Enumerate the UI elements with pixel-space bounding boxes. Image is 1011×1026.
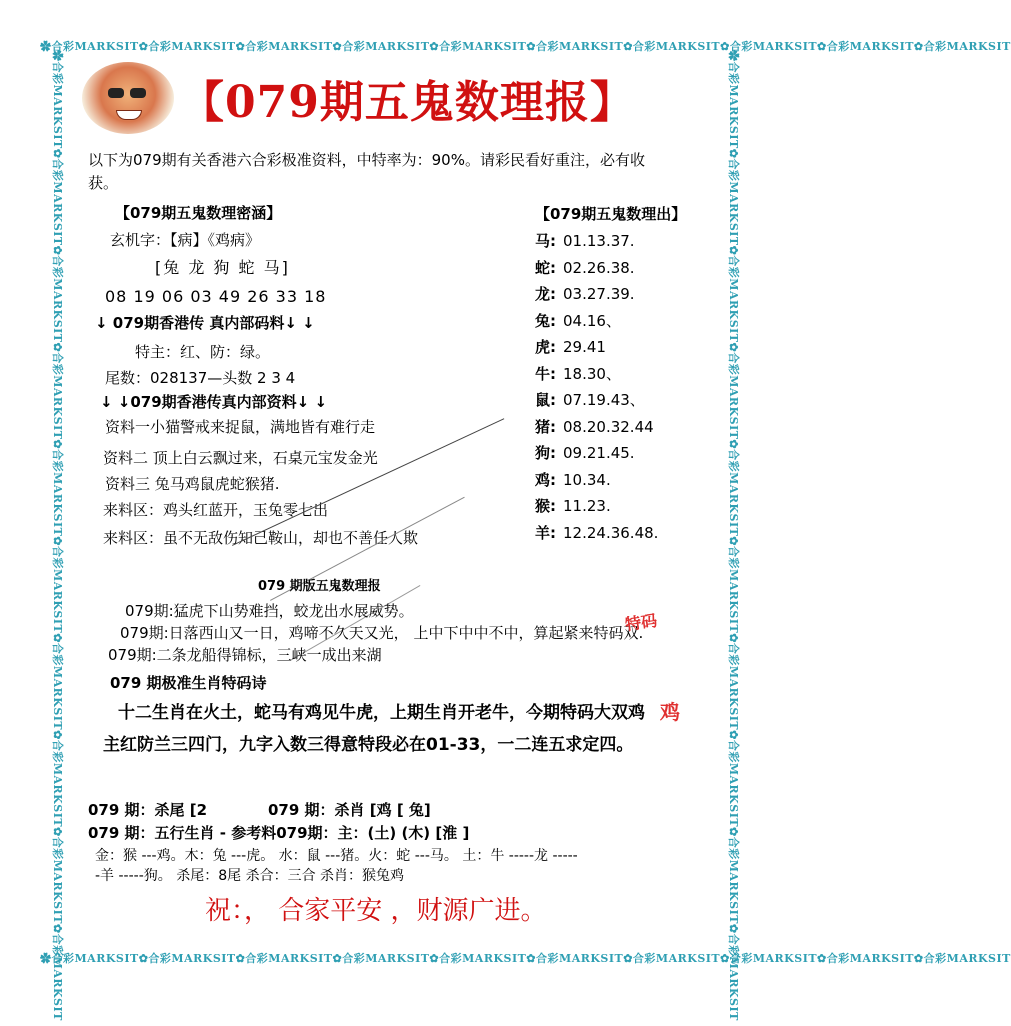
zodiac-numbers: 01.13.37. (563, 232, 635, 250)
watermark-right: ✿合彩MARKSIT✿合彩MARKSIT✿合彩MARKSIT✿合彩MARKSIT✿合彩MARKSIT✿合彩MARKSIT✿合彩MARKSIT✿合彩MARKSIT✿合彩MARKSIT✿合彩MARKSIT (727, 50, 740, 1021)
weishu-text: 尾数：028137—头数 2 3 4 (105, 369, 296, 387)
right-heading: 【079期五鬼数理出】 (535, 205, 687, 223)
zodiac-number-row (535, 389, 645, 410)
zodiac-animal: 牛: (535, 364, 556, 383)
middle-line-3: 079期:二条龙船得锦标，三峡一成出来湖 (108, 646, 382, 664)
zodiac-number-row (535, 283, 635, 304)
zodiac-animal: 猪: (535, 417, 556, 436)
number-list: 08 19 06 03 49 26 33 18 (105, 287, 327, 306)
zodiac-numbers: 12.24.36.48. (563, 523, 659, 542)
zodiac-list: [兔 龙 狗 蛇 马] (155, 258, 290, 277)
zodiac-animal: 猴: (535, 497, 556, 515)
middle-line-1: 079期:猛虎下山势难挡，蛟龙出水展威势。 (125, 602, 414, 620)
ziliao-2: 资料二 顶上白云飘过来，石桌元宝发金光 (103, 449, 378, 467)
zodiac-number-row (535, 495, 611, 516)
watermark-bottom: ✿合彩MARKSIT✿合彩MARKSIT✿合彩MARKSIT✿合彩MARKSIT✿合彩MARKSIT✿合彩MARKSIT✿合彩MARKSIT✿合彩MARKSIT✿合彩MARKSIT✿合彩MARKSIT (40, 952, 1011, 965)
xuanji-text: 玄机字：【病】《鸡病》 (110, 231, 261, 249)
internal-info-heading: ↓ ↓079期香港传真内部资料↓ ↓ (100, 393, 328, 411)
zodiac-number-row (535, 310, 621, 331)
sha-xiao-line: 079 期：杀肖 [鸡 [ 兔] (268, 801, 431, 819)
zodiac-animal: 龙: (535, 285, 556, 303)
zodiac-animal: 狗: (535, 444, 556, 462)
middle-line-2: 079期:日落西山又一日，鸡啼不久天又光， 上中下中中不中，算起紧来特码双. (120, 624, 644, 642)
zodiac-animal: 马: (535, 232, 556, 250)
avatar (82, 62, 174, 134)
poem-line-2: 主红防兰三四门，九字入数三得意特段必在01-33，一二连五求定四。 (103, 735, 634, 755)
zodiac-numbers: 09.21.45. (563, 444, 635, 462)
zodiac-number-row (535, 336, 606, 357)
zodiac-numbers: 10.34. (563, 470, 611, 489)
wuxing-line: 079 期：五行生肖 - 参考料079期：主：(土) (木) [淮 ] (88, 824, 470, 842)
zodiac-number-row (535, 469, 611, 490)
zodiac-numbers: 08.20.32.44 (563, 417, 654, 436)
sha-wei-line: 079 期：杀尾 [2 (88, 801, 208, 819)
zodiac-number-row (535, 230, 635, 251)
zodiac-animal: 虎: (535, 338, 556, 356)
laiyuan-2: 来料区：虽不无敌伤知己鞍山，却也不善任人欺 (103, 529, 419, 547)
red-stamp: 特码 (623, 610, 659, 635)
laiyuan-1: 来料区：鸡头红蓝开，玉兔零七出 (103, 501, 329, 519)
zodiac-number-row (535, 257, 635, 278)
ziliao-1: 资料一小猫警戒来捉鼠，满地皆有难行走 (105, 418, 376, 436)
zodiac-numbers: 02.26.38. (563, 258, 635, 277)
zodiac-animal: 鼠: (535, 391, 556, 409)
zodiac-numbers: 18.30、 (563, 364, 621, 383)
zodiac-numbers: 29.41 (563, 338, 606, 356)
glasses-icon (108, 88, 148, 98)
tezhu-text: 特主：红、防：绿。 (135, 343, 271, 361)
zodiac-animal: 兔: (535, 311, 556, 330)
left-heading: 【079期五鬼数理密涵】 (115, 204, 282, 222)
zodiac-number-row (535, 416, 654, 437)
page-title: 【079期五鬼数理报】 (180, 77, 635, 128)
poem-line-1: 十二生肖在火土，蛇马有鸡见牛虎，上期生肖开老牛，今期特码大双鸡 (118, 703, 645, 723)
element-line: 金：猴 ---鸡。木：兔 ---虎。 水：鼠 ---猪。火：蛇 ---马。 土：牛 -----龙 ----- (95, 848, 578, 864)
zodiac-numbers: 03.27.39. (563, 285, 635, 303)
zodiac-number-row (535, 363, 621, 384)
intro-line-2: 获。 (88, 174, 119, 192)
kill-line: -羊 -----狗。 杀尾：8尾 杀合：三合 杀肖：猴兔鸡 (95, 868, 405, 884)
zodiac-numbers: 04.16、 (563, 311, 621, 330)
zodiac-animal: 羊: (535, 523, 556, 542)
ziliao-3: 资料三 兔马鸡鼠虎蛇猴猪. (105, 475, 280, 493)
zodiac-animal: 鸡: (535, 470, 556, 489)
internal-code-heading: ↓ 079期香港传 真内部码料↓ ↓ (95, 314, 315, 332)
watermark-top: ✿合彩MARKSIT✿合彩MARKSIT✿合彩MARKSIT✿合彩MARKSIT✿合彩MARKSIT✿合彩MARKSIT✿合彩MARKSIT✿合彩MARKSIT✿合彩MARKSIT✿合彩MARKSIT (40, 40, 1011, 53)
zodiac-numbers: 07.19.43、 (563, 391, 645, 409)
middle-heading: 079 期版五鬼数理报 (258, 579, 381, 594)
wish-text: 祝：， 合家平安 ，财源广进。 (205, 896, 547, 926)
zodiac-animal: 蛇: (535, 258, 556, 277)
intro-line-1: 以下为079期有关香港六合彩极准资料，中特率为：90%。请彩民看好重注，必有收 (88, 151, 645, 169)
zodiac-numbers: 11.23. (563, 497, 611, 515)
red-stamp: 鸡 (660, 700, 680, 724)
poem-heading: 079 期极准生肖特码诗 (110, 674, 267, 692)
smile-icon (116, 110, 142, 120)
watermark-left: ✿合彩MARKSIT✿合彩MARKSIT✿合彩MARKSIT✿合彩MARKSIT✿合彩MARKSIT✿合彩MARKSIT✿合彩MARKSIT✿合彩MARKSIT✿合彩MARKSIT✿合彩MARKSIT (51, 50, 64, 1021)
zodiac-number-row (535, 522, 658, 543)
zodiac-number-row (535, 442, 635, 463)
